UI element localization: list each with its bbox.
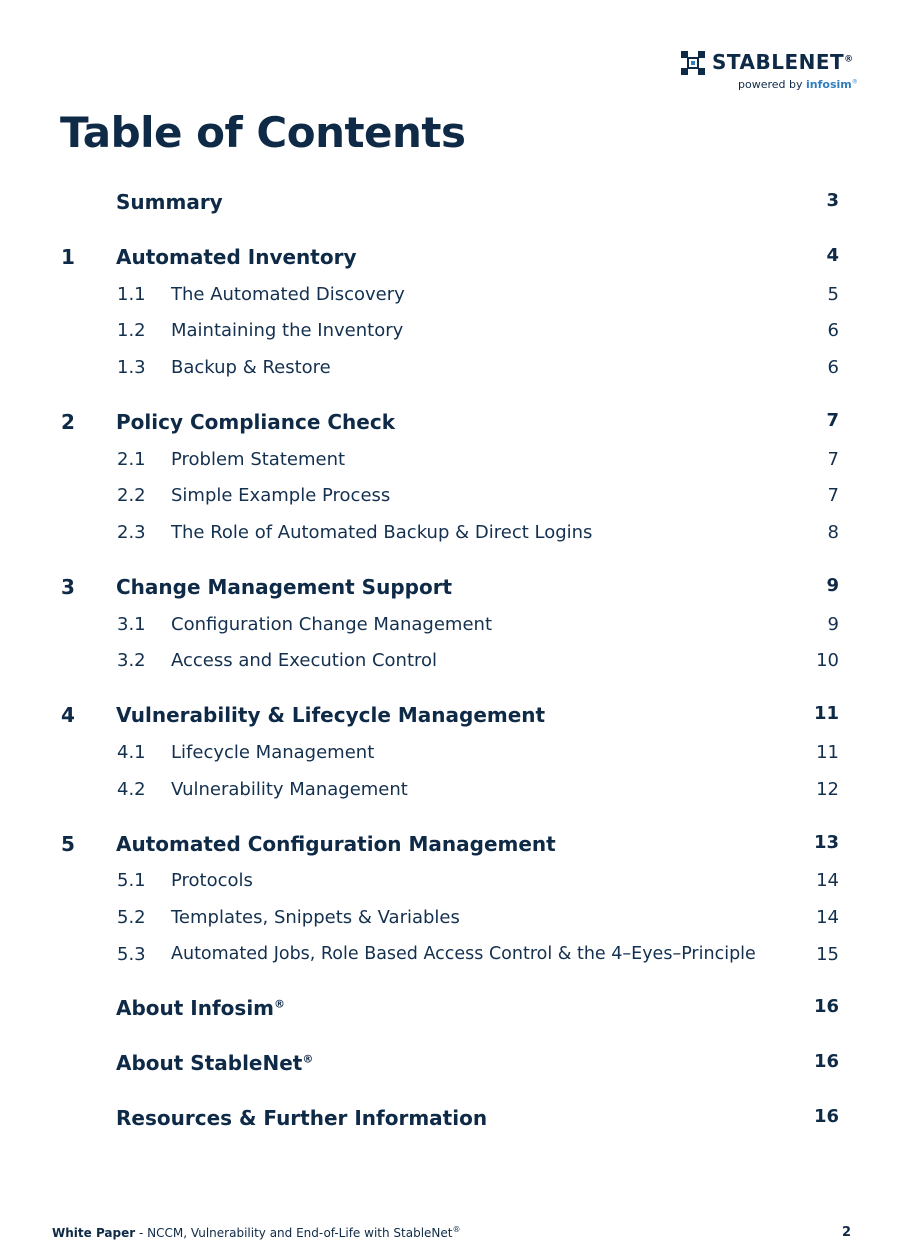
toc-subsection-page: 10 (816, 650, 839, 671)
toc-entry-label: About StableNet® (116, 1051, 314, 1075)
toc-subsection-label: Templates, Snippets & Variables (171, 907, 460, 928)
toc-section-label: Change Management Support (116, 575, 453, 599)
footer-page-number: 2 (841, 1225, 851, 1240)
toc-subsection-number: 2.2 (117, 485, 146, 506)
toc-subsection-page: 7 (827, 449, 839, 470)
toc-entry-page: 16 (813, 1106, 839, 1127)
toc-section-label: Automated Configuration Management (116, 832, 556, 856)
toc-subsection-page: 11 (816, 742, 839, 763)
toc-subsection-number: 4.2 (117, 779, 146, 800)
toc-section-number: 5 (61, 832, 75, 856)
toc-entry-summary[interactable] (0, 190, 901, 214)
toc-entry-about-infosim[interactable] (0, 996, 901, 1020)
toc-subsection-page: 6 (827, 357, 839, 378)
footer-reg-mark: ® (452, 1225, 461, 1234)
logo-tagline: powered by infosim® (738, 78, 858, 91)
footer-doc-title: - NCCM, Vulnerability and End-of-Life with StableNet (135, 1226, 453, 1240)
toc-section-number: 3 (61, 575, 75, 599)
toc-section-number: 4 (61, 703, 75, 727)
toc-entry-about-stablenet[interactable] (0, 1051, 901, 1075)
toc-section-page: 13 (813, 832, 839, 853)
toc-subsection-page: 7 (827, 485, 839, 506)
toc-entry-label: Resources & Further Information (116, 1106, 488, 1130)
toc-subsection-page: 5 (827, 284, 839, 305)
toc-subsection-label: Maintaining the Inventory (171, 320, 404, 341)
page-title: Table of Contents (60, 108, 466, 157)
toc-subsection-2-2[interactable] (0, 485, 901, 509)
toc-entry-page: 16 (813, 996, 839, 1017)
toc-section-number: 1 (61, 245, 75, 269)
page-footer (52, 1225, 460, 1240)
toc-subsection-label: Access and Execution Control (171, 650, 438, 671)
toc-subsection-label: Configuration Change Management (171, 614, 493, 635)
toc-section-4[interactable] (0, 703, 901, 727)
toc-section-page: 4 (826, 245, 839, 266)
toc-subsection-1-3[interactable] (0, 357, 901, 381)
toc-section-page: 7 (826, 410, 839, 431)
toc-entry-resources[interactable] (0, 1106, 901, 1130)
toc-subsection-number: 2.3 (117, 522, 146, 543)
toc-subsection-label: Simple Example Process (171, 485, 391, 506)
toc-subsection-page: 14 (816, 907, 839, 928)
toc-subsection-page: 14 (816, 870, 839, 891)
toc-subsection-number: 5.3 (117, 944, 146, 965)
toc-section-label: Vulnerability & Lifecycle Management (116, 703, 546, 727)
toc-section-page: 9 (826, 575, 839, 596)
toc-section-page: 11 (813, 703, 839, 724)
toc-subsection-3-1[interactable] (0, 614, 901, 638)
toc-subsection-5-3[interactable] (0, 944, 901, 968)
toc-subsection-label: Lifecycle Management (171, 742, 375, 763)
toc-subsection-5-2[interactable] (0, 907, 901, 931)
toc-subsection-1-1[interactable] (0, 284, 901, 308)
toc-subsection-number: 1.1 (117, 284, 146, 305)
toc-entry-page: 16 (813, 1051, 839, 1072)
toc-subsection-label: Automated Jobs, Role Based Access Control & the 4–Eyes–Principle (171, 944, 756, 964)
toc-subsection-label: Protocols (171, 870, 253, 891)
toc-subsection-label: Vulnerability Management (171, 779, 408, 800)
toc-section-1[interactable] (0, 245, 901, 269)
toc-section-5[interactable] (0, 832, 901, 856)
toc-subsection-1-2[interactable] (0, 320, 901, 344)
toc-subsection-number: 4.1 (117, 742, 146, 763)
toc-section-3[interactable] (0, 575, 901, 599)
toc-subsection-page: 15 (816, 944, 839, 965)
toc-subsection-number: 3.2 (117, 650, 146, 671)
toc-subsection-2-1[interactable] (0, 449, 901, 473)
toc-section-2[interactable] (0, 410, 901, 434)
footer-doc-type: White Paper (52, 1226, 136, 1240)
toc-subsection-number: 1.2 (117, 320, 146, 341)
toc-subsection-label: Problem Statement (171, 449, 346, 470)
toc-subsection-number: 3.1 (117, 614, 146, 635)
toc-subsection-2-3[interactable] (0, 522, 901, 546)
toc-subsection-page: 8 (827, 522, 839, 543)
toc-section-label: Policy Compliance Check (116, 410, 396, 434)
toc-section-number: 2 (61, 410, 75, 434)
toc-subsection-page: 6 (827, 320, 839, 341)
toc-subsection-4-2[interactable] (0, 779, 901, 803)
stablenet-logo-icon (680, 50, 706, 76)
toc-subsection-page: 9 (827, 614, 839, 635)
stablenet-logo (680, 48, 858, 96)
logo-wordmark: STABLENET® (712, 50, 854, 74)
toc-subsection-number: 5.2 (117, 907, 146, 928)
toc-subsection-3-2[interactable] (0, 650, 901, 674)
toc-subsection-number: 2.1 (117, 449, 146, 470)
toc-subsection-number: 1.3 (117, 357, 146, 378)
toc-subsection-4-1[interactable] (0, 742, 901, 766)
toc-subsection-5-1[interactable] (0, 870, 901, 894)
toc-subsection-label: The Role of Automated Backup & Direct Logins (171, 522, 593, 543)
toc-entry-page: 3 (826, 190, 839, 211)
toc-subsection-number: 5.1 (117, 870, 146, 891)
toc-subsection-label: The Automated Discovery (171, 284, 405, 305)
toc-entry-label: About Infosim® (116, 996, 286, 1020)
toc-subsection-page: 12 (816, 779, 839, 800)
toc-subsection-label: Backup & Restore (171, 357, 331, 378)
toc-section-label: Automated Inventory (116, 245, 357, 269)
toc-entry-label: Summary (116, 190, 223, 214)
